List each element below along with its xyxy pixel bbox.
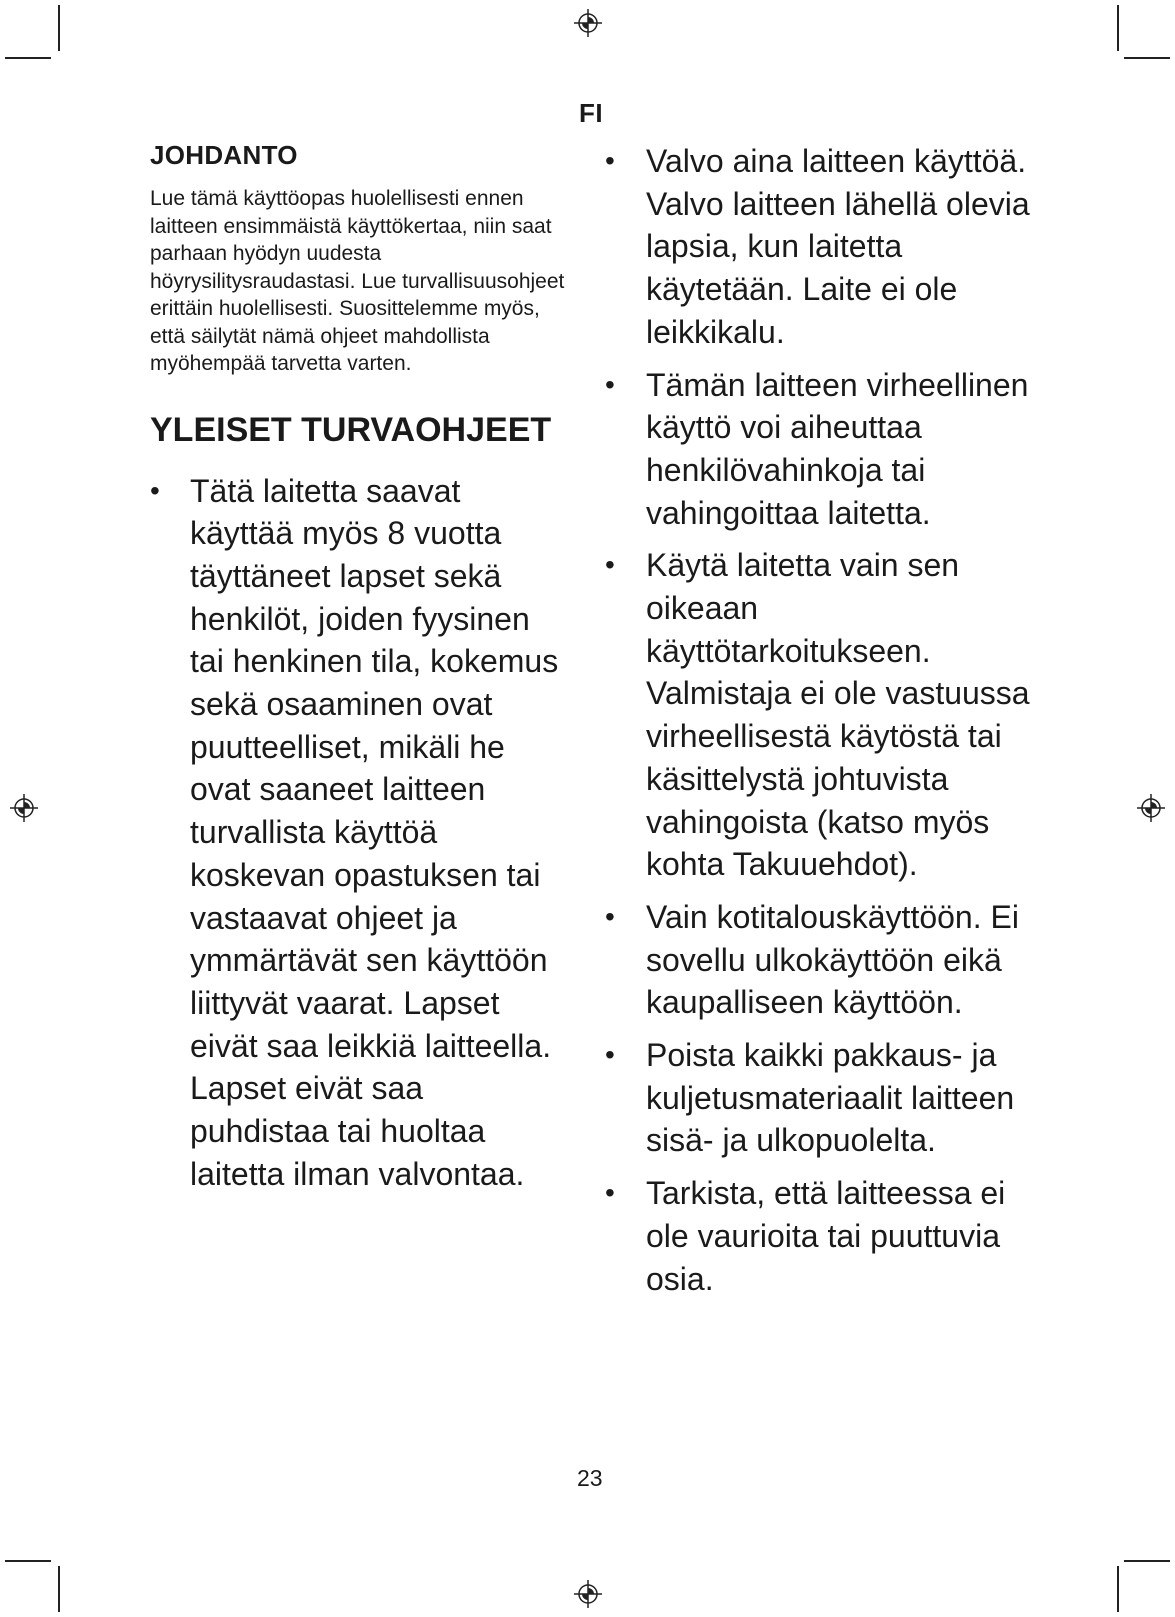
bullet-icon: • xyxy=(605,549,615,581)
registration-mark-bottom-icon xyxy=(573,1579,603,1609)
list-item-text: Poista kaikki pakkaus- ja kuljetusmateriaalit laitteen sisä- ja ulkopuolelta. xyxy=(646,1037,1015,1159)
list-item-text: Käytä laitetta vain sen oikeaan käyttötarkoitukseen. Valmistaja ei ole vastuussa virheellisestä käytöstä tai käsittelystä johtuvista vahingoista (katso myös kohta Takuuehdot). xyxy=(646,547,1030,883)
list-item xyxy=(605,1172,1045,1300)
crop-mark-bottom-right-vertical xyxy=(1117,1566,1119,1612)
list-item xyxy=(605,896,1045,1024)
crop-mark-top-left-vertical xyxy=(58,5,60,51)
registration-mark-left-icon xyxy=(9,793,39,823)
list-item-text: Tätä laitetta saavat käyttää myös 8 vuotta täyttäneet lapset sekä henkilöt, joiden fyysinen tai henkinen tila, kokemus sekä osaaminen ovat puutteelliset, mikäli he ovat saaneet laitteen turvallista käyttöä koskevan opastuksen tai vastaavat ohjeet ja ymmärtävät sen käyttöön liittyvät vaarat. Lapset eivät saa leikkiä laitteella. Lapset eivät saa puhdistaa tai huoltaa laitetta ilman valvontaa. xyxy=(190,472,559,1192)
bullet-icon: • xyxy=(605,1039,615,1071)
language-code: FI xyxy=(579,98,604,128)
intro-heading: JOHDANTO xyxy=(150,140,298,170)
list-item xyxy=(605,1034,1045,1162)
registration-mark-top-icon xyxy=(573,8,603,38)
crop-mark-bottom-left-vertical xyxy=(58,1566,60,1612)
crop-mark-bottom-right-horizontal xyxy=(1124,1560,1170,1562)
list-item-text: Tämän laitteen virheellinen käyttö voi aiheuttaa henkilövahinkoja tai vahingoittaa laitetta. xyxy=(646,366,1029,531)
safety-heading: YLEISET TURVAOHJEET xyxy=(150,410,552,449)
list-item xyxy=(150,470,570,1196)
list-item xyxy=(605,544,1045,886)
bullet-icon: • xyxy=(605,145,615,176)
crop-mark-top-left-horizontal xyxy=(5,57,51,59)
crop-mark-top-right-vertical xyxy=(1117,5,1119,51)
list-item xyxy=(605,140,1045,354)
right-column xyxy=(605,140,1045,1310)
bullet-icon: • xyxy=(150,474,160,506)
list-item-text: Vain kotitalouskäyttöön. Ei sovellu ulkokäyttöön eikä kaupalliseen käyttöön. xyxy=(646,898,1019,1021)
list-item-text: Tarkista, että laitteessa ei ole vaurioita tai puuttuvia osia. xyxy=(646,1175,1006,1297)
bullet-icon: • xyxy=(605,900,615,932)
registration-mark-right-icon xyxy=(1136,793,1166,823)
crop-mark-bottom-left-horizontal xyxy=(5,1560,51,1562)
left-column xyxy=(150,140,570,1195)
bullet-icon: • xyxy=(605,1177,615,1209)
list-item-text: Valvo aina laitteen käyttöä. Valvo laitteen lähellä olevia lapsia, kun laitetta käytetään. Laite ei ole leikkikalu. xyxy=(646,143,1030,350)
bullet-icon: • xyxy=(605,368,615,400)
intro-text: Lue tämä käyttöopas huolellisesti ennen laitteen ensimmäistä käyttökertaa, niin saat parhaan hyödyn uudesta höyrysilitysraudastasi. Lue turvallisuusohjeet erittäin huolellisesti. Suosittelemme myös, että säilytät nämä ohjeet mahdollista myöhempää tarvetta varten. xyxy=(150,187,565,375)
page-number: 23 xyxy=(577,1465,603,1491)
right-bullet-list xyxy=(605,140,1045,1300)
list-item xyxy=(605,364,1045,535)
left-bullet-list xyxy=(150,470,570,1196)
crop-mark-top-right-horizontal xyxy=(1124,57,1170,59)
